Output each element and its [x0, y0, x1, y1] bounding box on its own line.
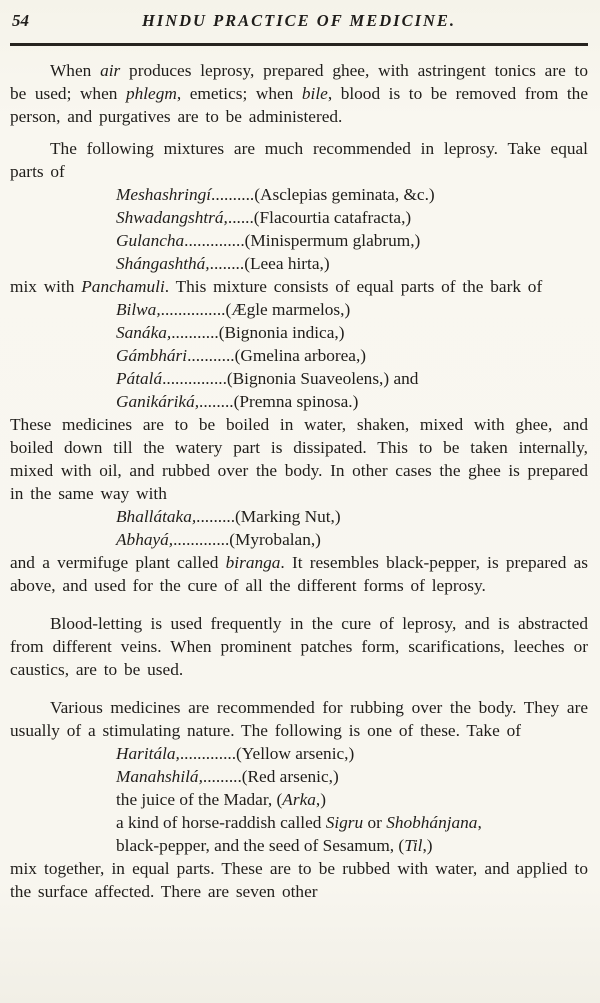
list-item: Bilwa,...............(Ægle marmelos,)	[116, 300, 351, 319]
list-item: Abhayá,.............(Myrobalan,)	[116, 530, 321, 549]
ingredient-list-rubbing	[116, 742, 588, 857]
paragraph-leprosy-treatments: When air produces leprosy, prepared ghee, with astringent tonics are to be used; when phlegm, emetics; when bile, blood is to be removed from the person, and purgatives are to be administered.	[10, 61, 588, 126]
list-item: Pátalá...............(Bignonia Suaveolens,) and	[116, 369, 419, 388]
list-item: Bhallátaka,.........(Marking Nut,)	[116, 507, 341, 526]
list-item: Shángashthá,........(Leea hirta,)	[116, 254, 330, 273]
list-item: Shwadangshtrá,......(Flacourtia catafracta,)	[116, 208, 412, 227]
ingredient-list-panchamuli-mix	[116, 183, 588, 275]
page-number: 54	[12, 11, 29, 30]
list-item: the juice of the Madar, (Arka,)	[116, 790, 326, 809]
paragraph-panchamuli: mix with Panchamuli. This mixture consists of equal parts of the bark of	[10, 277, 543, 296]
paragraph-biranga: and a vermifuge plant called biranga. It resembles black-pepper, is prepared as above, and used for the cure of all the different forms of leprosy.	[10, 553, 588, 595]
paragraph-mix-together: mix together, in equal parts. These are to be rubbed with water, and applied to the surface affected. There are seven other	[10, 859, 588, 901]
list-item: Haritála,.............(Yellow arsenic,)	[116, 744, 355, 763]
list-item: Gulancha..............(Minispermum glabrum,)	[116, 231, 421, 250]
paragraph-rubbing-medicines: Various medicines are recommended for rubbing over the body. They are usually of a stimulating nature. The following is one of these. Take of	[10, 698, 588, 740]
paragraph-boiling-instructions: These medicines are to be boiled in water, shaken, mixed with ghee, and boiled down till the watery part is dissipated. This to be taken internally, mixed with oil, and rubbed over the body. In other cases the ghee is prepared in the same way with	[10, 415, 588, 503]
page-body	[10, 59, 588, 903]
list-item: Ganikáriká,........(Premna spinosa.)	[116, 392, 359, 411]
list-item: a kind of horse-raddish called Sigru or Shobhánjana,	[116, 813, 482, 832]
running-title: HINDU PRACTICE OF MEDICINE.	[141, 11, 457, 30]
list-item: Gámbhári...........(Gmelina arborea,)	[116, 346, 367, 365]
paragraph-mixtures-intro: The following mixtures are much recommended in leprosy. Take equal parts of	[10, 139, 588, 181]
list-item: black-pepper, and the seed of Sesamum, (Til,)	[116, 836, 433, 855]
page-header	[10, 9, 588, 35]
list-item: Meshashringí..........(Asclepias geminata, &c.)	[116, 185, 435, 204]
list-item: Sanáka,...........(Bignonia indica,)	[116, 323, 345, 342]
header-rule	[10, 43, 588, 46]
list-item: Manahshilá,.........(Red arsenic,)	[116, 767, 339, 786]
ingredient-list-ghee	[116, 505, 588, 551]
paragraph-blood-letting: Blood-letting is used frequently in the cure of leprosy, and is abstracted from different veins. When prominent patches form, scarifications, leeches or caustics, are to be used.	[10, 614, 588, 679]
ingredient-list-barks	[116, 298, 588, 413]
